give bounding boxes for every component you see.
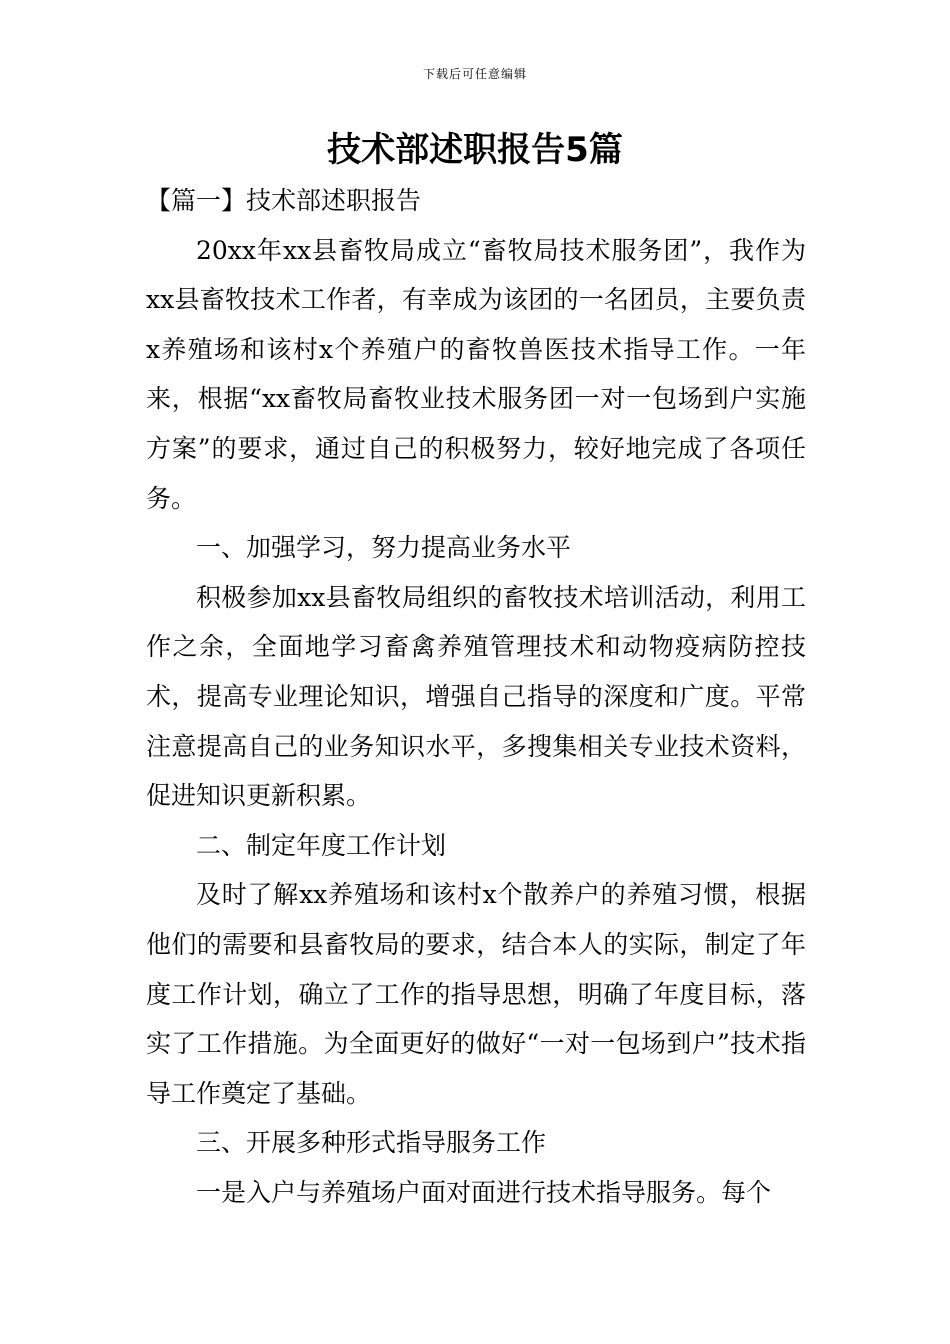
subheading-service: 三、开展多种形式指导服务工作: [196, 1128, 547, 1158]
paragraph-intro: 20xx年xx县畜牧局成立“畜牧局技术服务团”，我作为xx县畜牧技术工作者，有幸成为该团的一名团员，主要负责x养殖场和该村x个养殖户的畜牧兽医技术指导工作。一年来，根据“xx畜牧局畜牧业技术服务团一对一包场到户实施方案”的要求，通过自己的积极努力，较好地完成了各项任务。: [146, 235, 806, 513]
paragraph-study: 积极参加xx县畜牧局组织的畜牧技术培训活动，利用工作之余，全面地学习畜禽养殖管理技术和动物疫病防控技术，提高专业理论知识，增强自己指导的深度和广度。平常注意提高自己的业务知识水平，多搜集相关专业技术资料，促进知识更新积累。: [146, 582, 806, 811]
header-note: 下载后可任意编辑: [422, 67, 527, 81]
paragraph-plan: 及时了解xx养殖场和该村x个散养户的养殖习惯，根据他们的需要和县畜牧局的要求，结合本人的实际，制定了年度工作计划，确立了工作的指导思想，明确了年度目标，落实了工作措施。为全面更好的做好“一对一包场到户”技术指导工作奠定了基础。: [146, 880, 806, 1108]
paragraph-service: 一是入户与养殖场户面对面进行技术指导服务。每个: [196, 1177, 772, 1207]
subheading-plan: 二、制定年度工作计划: [196, 830, 447, 860]
section-heading: 【篇一】技术部述职报告: [146, 186, 422, 215]
document-title: 技术部述职报告5篇: [327, 130, 623, 170]
subheading-study: 一、加强学习，努力提高业务水平: [196, 533, 572, 563]
document-body: [146, 176, 806, 1217]
